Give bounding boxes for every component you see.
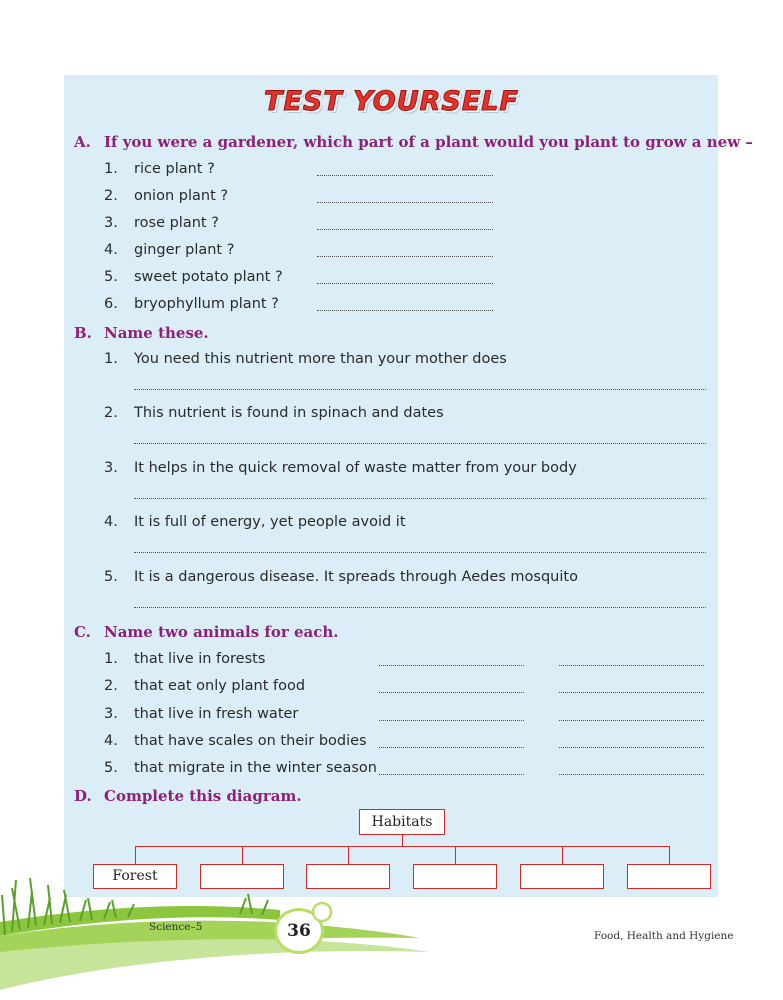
answer-blank[interactable]: [134, 551, 706, 553]
answer-blank[interactable]: [317, 228, 493, 230]
list-item-number: 2.: [104, 188, 118, 204]
list-item-number: 2.: [104, 405, 118, 421]
diagram-root-box: Habitats: [359, 809, 445, 835]
diagram-child-box: Forest: [93, 864, 177, 889]
answer-blank[interactable]: [559, 691, 704, 693]
answer-blank[interactable]: [134, 442, 706, 444]
list-item-number: 6.: [104, 296, 118, 312]
section-d-heading: D. Complete this diagram.: [74, 787, 302, 805]
answer-blank[interactable]: [317, 309, 493, 311]
list-item: It is full of energy, yet people avoid it: [134, 514, 406, 530]
list-item: It is a dangerous disease. It spreads through Aedes mosquito: [134, 569, 578, 585]
answer-blank[interactable]: [379, 664, 524, 666]
page-title: TEST YOURSELF: [264, 86, 519, 117]
list-item: ginger plant ?: [134, 242, 235, 258]
green-swoosh-light: [0, 939, 430, 990]
answer-blank[interactable]: [559, 664, 704, 666]
list-item-number: 5.: [104, 760, 118, 776]
section-a-heading: A. If you were a gardener, which part of a plant would you plant to grow a new –: [74, 133, 753, 151]
list-item: rose plant ?: [134, 215, 219, 231]
list-item: This nutrient is found in spinach and dates: [134, 405, 444, 421]
list-item: that live in fresh water: [134, 706, 299, 722]
list-item: rice plant ?: [134, 161, 215, 177]
chapter-name: Food, Health and Hygiene: [594, 930, 734, 942]
list-item-number: 5.: [104, 269, 118, 285]
list-item: that have scales on their bodies: [134, 733, 367, 749]
bubble-decoration: [310, 900, 334, 924]
answer-blank[interactable]: [379, 773, 524, 775]
list-item: sweet potato plant ?: [134, 269, 283, 285]
list-item-number: 4.: [104, 514, 118, 530]
list-item-number: 3.: [104, 706, 118, 722]
answer-blank[interactable]: [379, 719, 524, 721]
list-item-number: 1.: [104, 351, 118, 367]
answer-blank[interactable]: [317, 282, 493, 284]
answer-blank[interactable]: [379, 746, 524, 748]
answer-blank[interactable]: [317, 174, 493, 176]
book-name: Science–5: [149, 921, 203, 933]
list-item-number: 3.: [104, 460, 118, 476]
list-item: You need this nutrient more than your mother does: [134, 351, 507, 367]
list-item: that live in forests: [134, 651, 266, 667]
answer-blank[interactable]: [134, 497, 706, 499]
list-item-number: 1.: [104, 651, 118, 667]
answer-blank[interactable]: [379, 691, 524, 693]
list-item-number: 4.: [104, 242, 118, 258]
answer-blank[interactable]: [559, 719, 704, 721]
section-c-heading: C. Name two animals for each.: [74, 623, 339, 641]
list-item: that eat only plant food: [134, 678, 306, 694]
answer-blank[interactable]: [559, 773, 704, 775]
list-item-number: 4.: [104, 733, 118, 749]
answer-blank[interactable]: [559, 746, 704, 748]
answer-blank[interactable]: [134, 388, 706, 390]
list-item: that migrate in the winter season: [134, 760, 377, 776]
answer-blank[interactable]: [317, 255, 493, 257]
list-item-number: 3.: [104, 215, 118, 231]
page-number: 36: [274, 908, 324, 954]
grass-decoration: [0, 840, 783, 1000]
list-item-number: 1.: [104, 161, 118, 177]
list-item: onion plant ?: [134, 188, 229, 204]
list-item-number: 5.: [104, 569, 118, 585]
answer-blank[interactable]: [134, 606, 706, 608]
list-item-number: 2.: [104, 678, 118, 694]
list-item: bryophyllum plant ?: [134, 296, 279, 312]
list-item: It helps in the quick removal of waste matter from your body: [134, 460, 577, 476]
section-b-heading: B. Name these.: [74, 324, 209, 342]
answer-blank[interactable]: [317, 201, 493, 203]
